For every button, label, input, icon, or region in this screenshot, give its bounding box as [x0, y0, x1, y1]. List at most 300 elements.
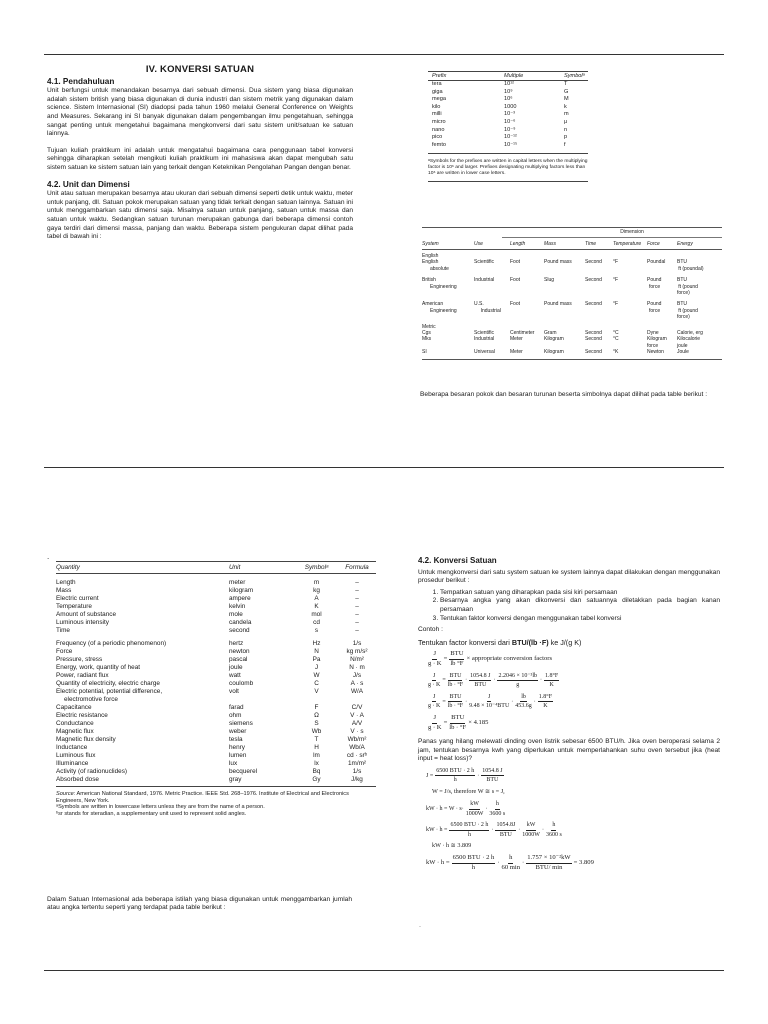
table-cell: Joule — [677, 349, 689, 356]
table-cell: Pound — [647, 301, 662, 308]
table-cell: Wb/A — [349, 744, 365, 751]
table-cell: Mass — [56, 587, 72, 594]
table-cell: – — [355, 611, 359, 618]
table-cell: Electric potential, potential difference, — [56, 688, 163, 695]
table-row — [56, 776, 376, 784]
table-cell: becquerel — [229, 768, 258, 775]
table-cell: 10⁹ — [504, 88, 513, 95]
table-cell: Kilocalorie — [677, 336, 701, 343]
table-cell: kilogram — [229, 587, 254, 594]
table-cell: 1/s — [352, 768, 362, 775]
table-cell: tera — [432, 81, 442, 87]
table-cell — [647, 290, 677, 296]
table-row — [56, 656, 376, 664]
table-cell: f — [564, 141, 566, 148]
table-cell: coulomb — [229, 680, 254, 687]
prefix-table-body — [428, 81, 588, 149]
table-cell: Pound mass — [544, 259, 572, 266]
si-table-rule — [56, 786, 376, 787]
table-cell: 10¹² — [504, 81, 514, 87]
table-row — [56, 672, 376, 680]
table-cell: Wb/m² — [347, 736, 367, 743]
table-cell — [544, 314, 585, 320]
table-cell — [589, 266, 616, 272]
table-cell: s — [314, 627, 319, 634]
bullet-mark: · — [419, 924, 421, 930]
example-question: Tentukan factor konversi dari BTU/(lb ·F) ke J/(g K) — [418, 637, 582, 647]
table-cell: meter — [229, 579, 246, 586]
table-cell: Kilogram — [544, 336, 564, 343]
table-cell: Universal — [474, 349, 495, 356]
header-cell: Quantity — [56, 564, 80, 571]
table-cell: 10⁻⁹ — [504, 126, 516, 133]
table-cell: force — [647, 342, 659, 349]
table-cell: Scientific — [474, 330, 495, 337]
table-cell — [649, 266, 678, 272]
table-cell: F — [314, 704, 319, 711]
table-cell: 10⁶ — [504, 96, 513, 103]
table-cell: Mks — [422, 336, 432, 343]
table-cell: mega — [432, 96, 446, 103]
table-cell: ft (poundal) — [678, 265, 704, 272]
bottom-rule — [44, 970, 724, 971]
equation-text: kW · h ≅ 3.809 — [432, 842, 472, 850]
header-cell: Energy — [677, 241, 693, 247]
intro-section — [47, 66, 353, 250]
table-cell: – — [355, 587, 359, 594]
table-cell — [516, 266, 549, 272]
example-label: Contoh : — [418, 626, 443, 634]
prefix-table — [428, 71, 588, 182]
header-cell: Temperature — [613, 241, 642, 247]
table-row — [422, 290, 722, 296]
table-row — [56, 704, 376, 712]
table-cell: Ω — [314, 712, 319, 719]
table-cell: Activity (of radionuclides) — [56, 768, 128, 775]
table-cell: J/s — [352, 672, 362, 679]
table-cell: Length — [56, 579, 76, 586]
table-cell: lumen — [229, 752, 247, 759]
table-cell: Magnetic flux density — [56, 736, 116, 743]
dimension-table-header — [422, 238, 722, 250]
table-cell: V — [314, 688, 319, 695]
table-cell: C/V — [351, 704, 363, 711]
table-row — [56, 752, 376, 760]
prefix-table-rule — [428, 181, 588, 182]
table-cell: Electric current — [56, 595, 99, 602]
table-cell: Pound — [647, 277, 662, 284]
table-cell: American — [422, 301, 444, 308]
table-cell: kelvin — [229, 603, 246, 610]
table-row — [56, 680, 376, 688]
header-cell: Use — [474, 241, 483, 247]
table-cell — [585, 290, 613, 296]
table-cell: kg m/s² — [346, 648, 368, 655]
table-cell: volt — [229, 688, 239, 695]
procedure-step: 2. Besarnya angka yang akan dikonversi dan satuannya diletakkan pada bagian kanan persamaan — [440, 597, 720, 614]
table-cell: Magnetic flux — [56, 728, 94, 735]
table-cell: J/kg — [351, 776, 363, 783]
table-cell: nano — [432, 126, 445, 133]
table-cell: Temperature — [56, 603, 92, 610]
conversion-section — [418, 557, 720, 875]
table-row — [56, 619, 376, 627]
table-cell — [474, 290, 510, 296]
table-cell: ampere — [229, 595, 251, 602]
table-cell: V · A — [350, 712, 364, 719]
table-cell: Gy — [312, 776, 321, 783]
table-row — [56, 648, 376, 656]
table-cell: watt — [229, 672, 241, 679]
table-cell — [297, 696, 339, 704]
table-cell: Power, radiant flux — [56, 672, 109, 679]
table-cell: Newton — [647, 349, 664, 356]
table-cell: 10⁻¹⁵ — [504, 141, 518, 148]
table-cell: Foot — [510, 259, 521, 266]
conversion-equations — [418, 650, 720, 732]
table-cell: lm — [313, 752, 320, 759]
table-cell: J — [314, 664, 319, 671]
oven-equations — [418, 767, 720, 873]
table-cell: Engineering — [430, 283, 457, 290]
table-row — [56, 728, 376, 736]
header-cell: Length — [510, 241, 526, 247]
table-cell: 10⁻³ — [504, 111, 516, 118]
table-row — [428, 96, 588, 104]
table-cell: absolute — [430, 265, 449, 272]
table-cell: Second — [585, 301, 602, 308]
table-cell: Wb — [311, 728, 322, 735]
table-row — [422, 314, 722, 320]
table-cell: candela — [229, 619, 252, 626]
table-row — [56, 688, 376, 696]
table-cell: BTU — [677, 301, 687, 308]
table-cell — [647, 314, 677, 320]
table-cell: 10⁻¹² — [504, 134, 517, 141]
table-cell: Centimeter — [510, 330, 535, 337]
table-cell: English — [422, 259, 439, 266]
table-cell: lux — [229, 760, 238, 767]
table-cell: – — [355, 579, 359, 586]
table-cell: °C — [613, 336, 619, 343]
section-heading-konversi: 4.2. Konversi Satuan — [418, 556, 497, 565]
table-row — [56, 768, 376, 776]
table-cell: – — [355, 627, 359, 634]
table-cell: Kilogram — [544, 349, 564, 356]
prefix-caption: Dalam Satuan Internasional ada beberapa istilah yang biasa digunakan untuk menggambarkan jumlah atau angka tertentu seperti yang terdapat pada table berikut : — [47, 896, 352, 912]
table-cell: farad — [229, 704, 244, 711]
table-cell: giga — [432, 88, 443, 95]
table-cell: – — [355, 619, 359, 626]
table-cell — [510, 314, 544, 320]
table-cell: Kilogram — [647, 336, 667, 343]
table-cell: M — [564, 96, 569, 103]
table-cell: S — [314, 720, 319, 727]
middle-rule — [44, 467, 724, 468]
source-note: Source: American National Standard, 1976. Metric Practice. IEEE Std. 268–1976. Institute of Electrical and Electronics Engineers, New York. — [56, 791, 349, 804]
table-cell: m — [313, 579, 320, 586]
table-cell: Frequency (of a periodic phenomenon) — [56, 640, 167, 647]
table-row — [56, 744, 376, 752]
table-cell: force — [649, 307, 661, 314]
equation-text: W = J/s, therefore W ≅ s = J, — [432, 788, 505, 796]
table-row — [56, 611, 376, 619]
table-cell: Quantity of electricity, electric charge — [56, 680, 160, 687]
table-cell: Slug — [544, 277, 555, 284]
table-cell: second — [229, 627, 250, 634]
section-label: Metric — [422, 323, 436, 330]
table-cell: henry — [229, 744, 245, 751]
table-cell: femto — [432, 141, 446, 148]
header-cell: System — [422, 241, 439, 247]
table-row — [428, 127, 588, 135]
header-cell: Force — [647, 241, 660, 247]
table-cell: SI — [422, 349, 427, 356]
table-row — [56, 640, 376, 648]
section-heading-unit-dimensi: 4.2. Unit dan Dimensi — [47, 179, 130, 189]
table-cell — [510, 290, 544, 296]
table-row — [428, 119, 588, 127]
table-cell: milli — [432, 111, 442, 118]
table-cell — [613, 290, 647, 296]
table-cell: Force — [56, 648, 73, 655]
table-row — [428, 142, 588, 150]
section-heading-pendahuluan: 4.1. Pendahuluan — [47, 76, 115, 86]
table-cell: k — [564, 103, 567, 110]
table-row — [56, 603, 376, 611]
table-cell: Luminous intensity — [56, 619, 109, 626]
table-cell: British — [422, 277, 436, 284]
table-cell: n — [564, 126, 568, 133]
table-cell: Meter — [510, 349, 523, 356]
equation-line: $\frac{J}{g \cdot K}$ = $\frac{\text{BTU}}{lb \cdot ^\circ F}$ × 4.185 — [428, 713, 489, 731]
table-cell: Second — [585, 349, 602, 356]
table-cell: W — [313, 672, 320, 679]
table-cell: Amount of substance — [56, 611, 117, 618]
table-cell — [616, 266, 649, 272]
table-cell: Inductance — [56, 744, 88, 751]
table-cell: force) — [677, 290, 690, 297]
table-cell: °C — [613, 330, 619, 337]
procedure-list — [418, 589, 720, 623]
procedure-step: 3. Tentukan faktor konversi dengan menggunakan tabel konversi — [440, 615, 720, 624]
table-cell: pascal — [229, 656, 248, 663]
table-row — [56, 760, 376, 768]
table-cell — [585, 314, 613, 320]
si-table-notes — [56, 791, 376, 817]
table-row — [428, 104, 588, 112]
equation-line: kW · h = $\frac{\text{6500 BTU · 2 h}}{h}$ · $\frac{h}{60 \min}$ · $\frac{\text{1.757 × 10⁻²kW}}{\text{BTU/ min}}$ = 3.809 — [426, 854, 594, 872]
table-row — [56, 595, 376, 603]
prefix-table-rule — [428, 153, 588, 154]
table-cell: Bq — [312, 768, 321, 775]
table-cell: electromotive force — [64, 696, 118, 703]
table-cell: Second — [585, 277, 602, 284]
purpose-paragraph: Tujuan kuliah praktikum ini adalah untuk mengatahui bagaimana cara penggunaan tabel konversi sehingga diharapkan setelah mengikuti kuliah praktikum ini mahasiswa akan dapat mengubah satu sistem satuan ke sistem satuan lain yang terkait dengan Keteknikan Pengolahan Pangan dengan benar. — [47, 146, 353, 171]
table-cell: N/m² — [350, 656, 364, 663]
table-cell: ft (pound — [678, 283, 698, 290]
table-cell — [233, 696, 297, 704]
table-cell: Luminous flux — [56, 752, 96, 759]
table-row — [422, 266, 722, 272]
table-cell: Engineering — [430, 307, 457, 314]
section-label: English — [422, 253, 439, 259]
table-cell: Pa — [312, 656, 321, 663]
table-cell — [474, 314, 510, 320]
table-cell: Meter — [510, 336, 523, 343]
table-cell: Pressure, stress — [56, 656, 103, 663]
table-cell: kg — [313, 587, 320, 594]
table-cell: 1/s — [352, 640, 362, 647]
conversion-intro: Untuk mengkonversi dari satu system satuan ke system lainnya dapat dilakukan dengan menggunakan prosedur berikut : — [418, 568, 720, 585]
table-cell: Cgs — [422, 330, 431, 337]
table-cell: 1m/m² — [347, 760, 367, 767]
table-cell: m — [564, 111, 569, 118]
si-table-body — [56, 574, 376, 784]
table-cell: Calorie, erg — [677, 330, 703, 337]
header-cell: Unit — [229, 564, 241, 571]
prefix-table-header — [428, 71, 588, 81]
table-cell: N · m — [349, 664, 365, 671]
equation-line: kW · h = W · s· $\frac{kW}{1000W}$ · $\frac{h}{3600 s}$ — [426, 801, 506, 817]
header-cell: Formula — [345, 564, 369, 571]
table-row — [56, 627, 376, 635]
table-cell: Time — [56, 627, 70, 634]
unit-dimension-paragraph: Unit atau satuan merupakan besarnya atau ukuran dari sebuah dimensi seperti detik untuk waktu, meter untuk panjang, dll. Satuan pokok merupakan satuan yang tidak terkait dengan satuan lainnya. Satuan ini untuk menggambarkan satu dimensi saja. Misalnya satuan untuk panjang, satuan untuk massa dan satuan untuk waktu. Sedangkan satuan turunan merupakan gabunga dari beberapa dimensi contoh gaya terdiri dari dimensi massa, panjang dan waktu. Beberapa sistem pengukuran dapat dilihat pada tabel di bawah ini : — [47, 190, 353, 241]
table-cell: Second — [585, 330, 602, 337]
table-cell: U.S. — [474, 301, 484, 308]
table-cell: mole — [229, 611, 243, 618]
equation-line: $\frac{J}{g \cdot K}$ = $\frac{\text{BTU}}{lb \cdot ^\circ F}$ · $\frac{1054.8 J}{\text{BTU}}$ · $\frac{\text{2.2046 × 10⁻³lb}}{g}$ · $\frac{1.8^\circ F}{K}$ — [428, 672, 559, 689]
table-cell: °F — [613, 259, 619, 266]
table-cell: siemens — [229, 720, 253, 727]
equation-line: $\frac{J}{g \cdot K}$ = $\frac{\text{BTU}}{lb \cdot ^\circ F}$ · $\frac{J}{\text{9.48 × 10⁻⁴BTU}}$ · $\frac{lb}{453.6g}$ · $\frac{1.8^\circ F}{K}$ — [428, 693, 553, 710]
table-cell: T — [314, 736, 319, 743]
steradian-note: ᵇsr stands for steradian, a supplementary unit used to represent solid angles. — [56, 810, 247, 817]
table-row — [428, 134, 588, 142]
dimension-table-rule — [422, 359, 722, 360]
table-cell: pico — [432, 134, 443, 141]
header-cell: Symbolᵃ — [304, 564, 329, 571]
table-row — [56, 696, 376, 704]
dimension-group-header: Dimension — [422, 227, 722, 237]
header-cell: Prefix — [432, 73, 447, 79]
table-cell: ft (pound — [678, 307, 698, 314]
table-cell: Electric resistance — [56, 712, 108, 719]
table-cell: A · s — [350, 680, 364, 687]
table-cell: joule — [677, 342, 688, 349]
table-cell: μ — [564, 118, 568, 125]
procedure-step: 1. Tempatkan satuan yang diharapkan pada sisi kiri persamaan — [440, 589, 720, 598]
table-cell: tesla — [229, 736, 243, 743]
table-cell — [613, 314, 647, 320]
table-cell: °K — [613, 349, 619, 356]
prefix-table-note: ᵃSymbols for the prefixes are written in capital letters when the multiplying factor is 10⁶ and larger. Prefixes designating multiplying factors less than 10⁶ are written in lower case letters. — [428, 159, 588, 176]
table-cell: Foot — [510, 277, 521, 284]
table-cell: Dyne — [647, 330, 659, 337]
table-cell: weber — [229, 728, 247, 735]
table-cell — [422, 290, 474, 296]
table-cell: force — [649, 283, 661, 290]
table-row — [56, 664, 376, 672]
top-rule — [44, 54, 724, 55]
intro-paragraph: Unit berfungsi untuk menandakan besarnya dari sebuah dimensi. Dua sistem yang biasa digunakan adalah sistem british yang biasa digunakan di dunia industri dan sistem metrik yang digunakan dalam science. Sistem Internasional (SI) diadopsi pada tahun 1960 melalui General Conference on Weights and Measures. Sekarang ini SI banyak digunakan dalam pengembangan ilmu pengetahuan, sehingga sangat penting untuk mengetahui bagaimana mengkonversi dari satu sistem unit/satuan ke satuan lainnya. — [47, 87, 353, 138]
table-cell: Scientific — [474, 259, 495, 266]
table-cell: Industrial — [480, 307, 501, 314]
table-cell: Capacitance — [56, 704, 92, 711]
table-cell: °F — [613, 277, 619, 284]
table-cell: 1000 — [504, 103, 517, 110]
table-cell: cd · srᵇ — [346, 752, 368, 759]
dimension-table — [422, 227, 722, 360]
table-cell: G — [564, 88, 569, 95]
table-cell: newton — [229, 648, 250, 655]
table-row — [428, 111, 588, 119]
table-cell: Gram — [544, 330, 557, 337]
dimension-table-body — [422, 253, 722, 356]
oven-problem: Panas yang hilang melewati dinding oven listrik sebesar 6500 BTU/h. Jika oven beroperasi selama 2 jam, tentukan besarnya kwh yang diperlukan untuk memperlahankan suhu oven tersebut jika (heat input = heat loss)? — [418, 738, 720, 763]
table-row — [422, 349, 722, 355]
header-cell: Mass — [544, 241, 556, 247]
equation-line: $\frac{J}{g \cdot K}$ = $\frac{\text{BTU}}{lb ^\circ F}$ × appropriate conversion factors — [428, 650, 553, 667]
table-cell: mol — [311, 611, 322, 618]
table-cell — [422, 314, 474, 320]
table-cell: – — [355, 595, 359, 602]
table-cell: H — [314, 744, 319, 751]
table-cell: 10⁻⁶ — [504, 118, 516, 125]
table-cell: gray — [229, 776, 242, 783]
table-cell: T — [564, 81, 568, 87]
table-cell: K — [314, 603, 319, 610]
table-row — [56, 587, 376, 595]
table-cell: joule — [229, 664, 243, 671]
table-cell: Illuminance — [56, 760, 89, 767]
table-cell — [544, 290, 585, 296]
table-cell: force) — [677, 314, 690, 321]
header-cell: Time — [585, 241, 597, 247]
table-cell — [549, 266, 589, 272]
bullet-mark: . — [47, 552, 50, 561]
table-cell: kilo — [432, 103, 441, 110]
table-row — [56, 720, 376, 728]
table-cell: Energy, work, quantity of heat — [56, 664, 141, 671]
chapter-title: IV. KONVERSI SATUAN — [145, 64, 255, 75]
si-units-table — [56, 561, 376, 817]
symbol-note: ᵃSymbols are written in lowercase letters unless they are from the name of a person. — [56, 804, 265, 811]
si-table-header — [56, 561, 376, 574]
table-cell: V · s — [350, 728, 364, 735]
header-cell: Symbolᵃ — [564, 73, 585, 79]
table-cell: BTU — [677, 277, 687, 284]
table-cell: Poundal — [647, 259, 666, 266]
table-cell: lx — [314, 760, 319, 767]
table-cell: A — [314, 595, 319, 602]
table-row — [56, 712, 376, 720]
table-cell: ohm — [229, 712, 242, 719]
si-table-caption: Beberapa besaran pokok dan besaran turunan beserta simbolnya dapat dilihat pada table berikut : — [420, 391, 708, 398]
table-cell: – — [355, 603, 359, 610]
table-cell: Second — [585, 336, 602, 343]
table-cell: Pound mass — [544, 301, 572, 308]
table-row — [56, 736, 376, 744]
table-cell: Hz — [312, 640, 321, 647]
equation-line: kW · h = $\frac{\text{6500 BTU · 2 h}}{h}$ · $\frac{1054.8J}{\text{BTU}}$ · $\frac{kW}{1000W}$ · $\frac{h}{3600 s}$ — [426, 822, 562, 838]
table-cell: Second — [585, 259, 602, 266]
table-cell: hertz — [229, 640, 244, 647]
table-cell: N — [314, 648, 319, 655]
table-cell: micro — [432, 118, 446, 125]
table-cell: A/V — [351, 720, 363, 727]
